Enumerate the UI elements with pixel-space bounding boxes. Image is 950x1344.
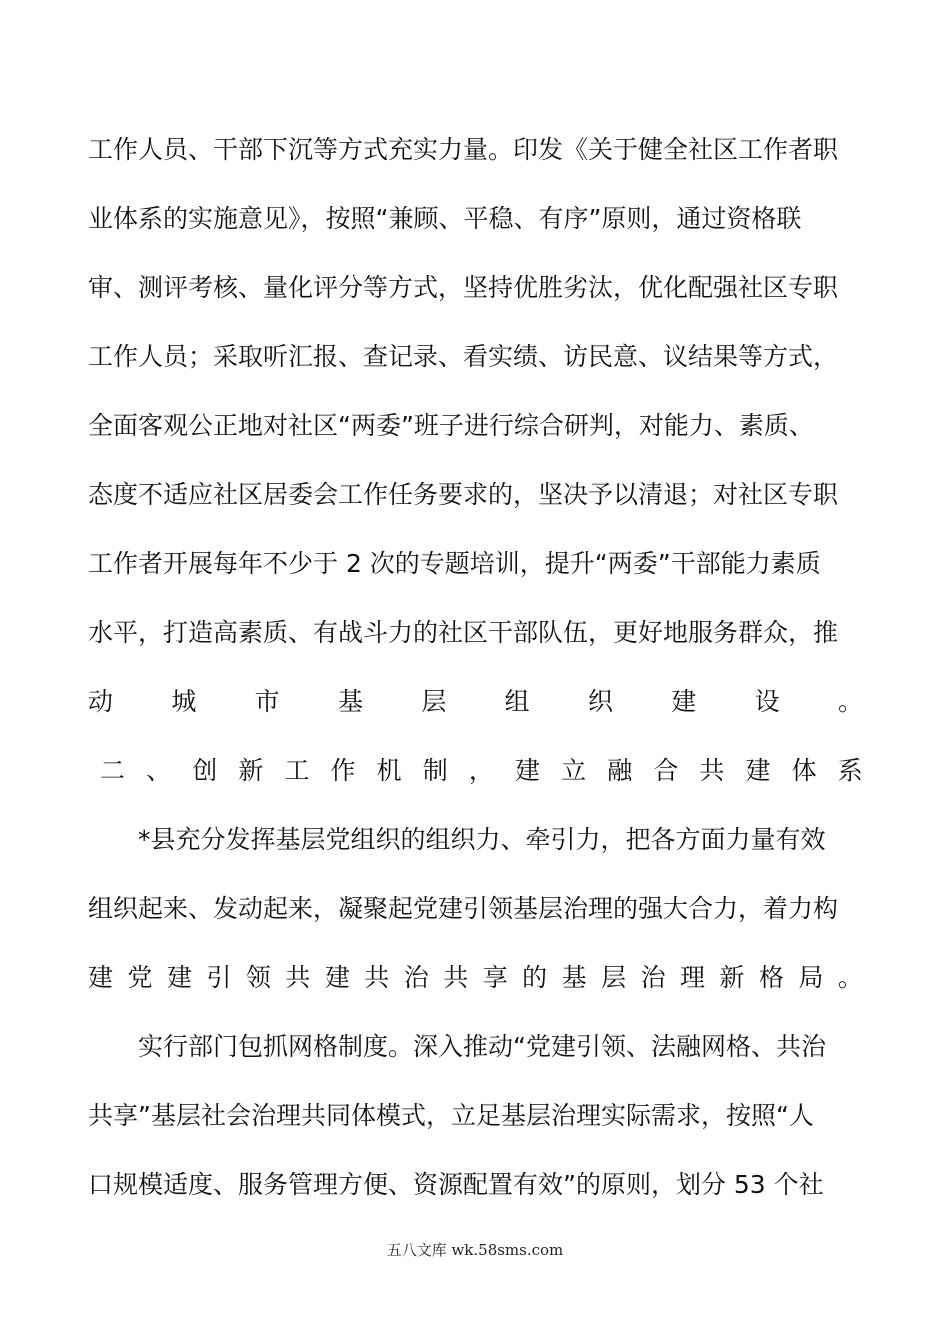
spread-char: ， <box>468 756 494 785</box>
spread-char: 层 <box>601 963 627 992</box>
spread-char: 。 <box>837 963 863 992</box>
spread-char: 市 <box>254 687 280 716</box>
spread-char: 治 <box>640 963 666 992</box>
body-text-line: 工作者开展每年不少于 2 次的专题培训，提升“两委”干部能力素质 <box>88 549 821 578</box>
spread-char: 动 <box>88 687 114 716</box>
spread-char: 理 <box>680 963 706 992</box>
body-text-line: 业体系的实施意见》，按照“兼顾、平稳、有序”原则，通过资格联 <box>88 204 802 233</box>
spread-text-line <box>88 682 863 722</box>
spread-char: 建 <box>671 687 697 716</box>
section-heading <box>100 751 863 791</box>
spread-char: 城 <box>171 687 197 716</box>
body-text-line: 工作人员；采取听汇报、查记录、看实绩、访民意、议结果等方式， <box>88 342 839 371</box>
spread-char: 建 <box>166 963 192 992</box>
spread-text-line <box>88 958 863 998</box>
spread-char: 创 <box>192 756 218 785</box>
spread-char: 。 <box>837 687 863 716</box>
spread-char: 设 <box>754 687 780 716</box>
body-text-line: 全面客观公正地对社区“两委”班子进行综合研判，对能力、素质、 <box>88 411 814 440</box>
spread-char: 基 <box>337 687 363 716</box>
spread-char: 层 <box>421 687 447 716</box>
spread-char: 、 <box>146 756 172 785</box>
paragraph-first-line: *县充分发挥基层党组织的组织力、牵引力，把各方面力量有效 <box>138 825 826 854</box>
spread-char: 制 <box>422 756 448 785</box>
paragraph-first-line: 实行部门包抓网格制度。深入推动“党建引领、法融网格、共治 <box>138 1032 826 1061</box>
footer-watermark: 五八文库 wk.58sms.com <box>386 1241 564 1259</box>
spread-char: 立 <box>561 756 587 785</box>
spread-char: 建 <box>514 756 540 785</box>
spread-char: 局 <box>798 963 824 992</box>
body-text-line: 组织起来、发动起来，凝聚起党建引领基层治理的强大合力，着力构 <box>88 894 839 923</box>
spread-char: 基 <box>561 963 587 992</box>
spread-char: 二 <box>100 756 126 785</box>
spread-char: 新 <box>719 963 745 992</box>
spread-char: 享 <box>482 963 508 992</box>
spread-char: 党 <box>127 963 153 992</box>
spread-char: 格 <box>758 963 784 992</box>
spread-char: 的 <box>522 963 548 992</box>
spread-char: 共 <box>443 963 469 992</box>
spread-char: 新 <box>238 756 264 785</box>
spread-char: 系 <box>837 756 863 785</box>
body-text-line: 口规模适度、服务管理方便、资源配置有效”的原则，划分 53 个社 <box>88 1170 824 1199</box>
spread-char: 领 <box>245 963 271 992</box>
spread-char: 组 <box>504 687 530 716</box>
spread-char: 机 <box>376 756 402 785</box>
spread-char: 作 <box>330 756 356 785</box>
spread-char: 体 <box>791 756 817 785</box>
body-text-line: 工作人员、干部下沉等方式充实力量。印发《关于健全社区工作者职 <box>88 135 839 164</box>
spread-char: 融 <box>607 756 633 785</box>
spread-char: 引 <box>206 963 232 992</box>
spread-char: 工 <box>284 756 310 785</box>
spread-char: 共 <box>699 756 725 785</box>
spread-char: 织 <box>587 687 613 716</box>
spread-char: 共 <box>285 963 311 992</box>
spread-char: 共 <box>364 963 390 992</box>
spread-char: 建 <box>324 963 350 992</box>
body-text-line: 审、测评考核、量化评分等方式，坚持优胜劣汰，优化配强社区专职 <box>88 273 839 302</box>
spread-char: 建 <box>745 756 771 785</box>
spread-char: 治 <box>403 963 429 992</box>
body-text-line: 水平，打造高素质、有战斗力的社区干部队伍，更好地服务群众，推 <box>88 618 839 647</box>
body-text-line: 态度不适应社区居委会工作任务要求的，坚决予以清退；对社区专职 <box>88 480 839 509</box>
spread-char: 建 <box>88 963 114 992</box>
spread-char: 合 <box>653 756 679 785</box>
body-text-line: 共享”基层社会治理共同体模式，立足基层治理实际需求，按照“人 <box>88 1101 814 1130</box>
